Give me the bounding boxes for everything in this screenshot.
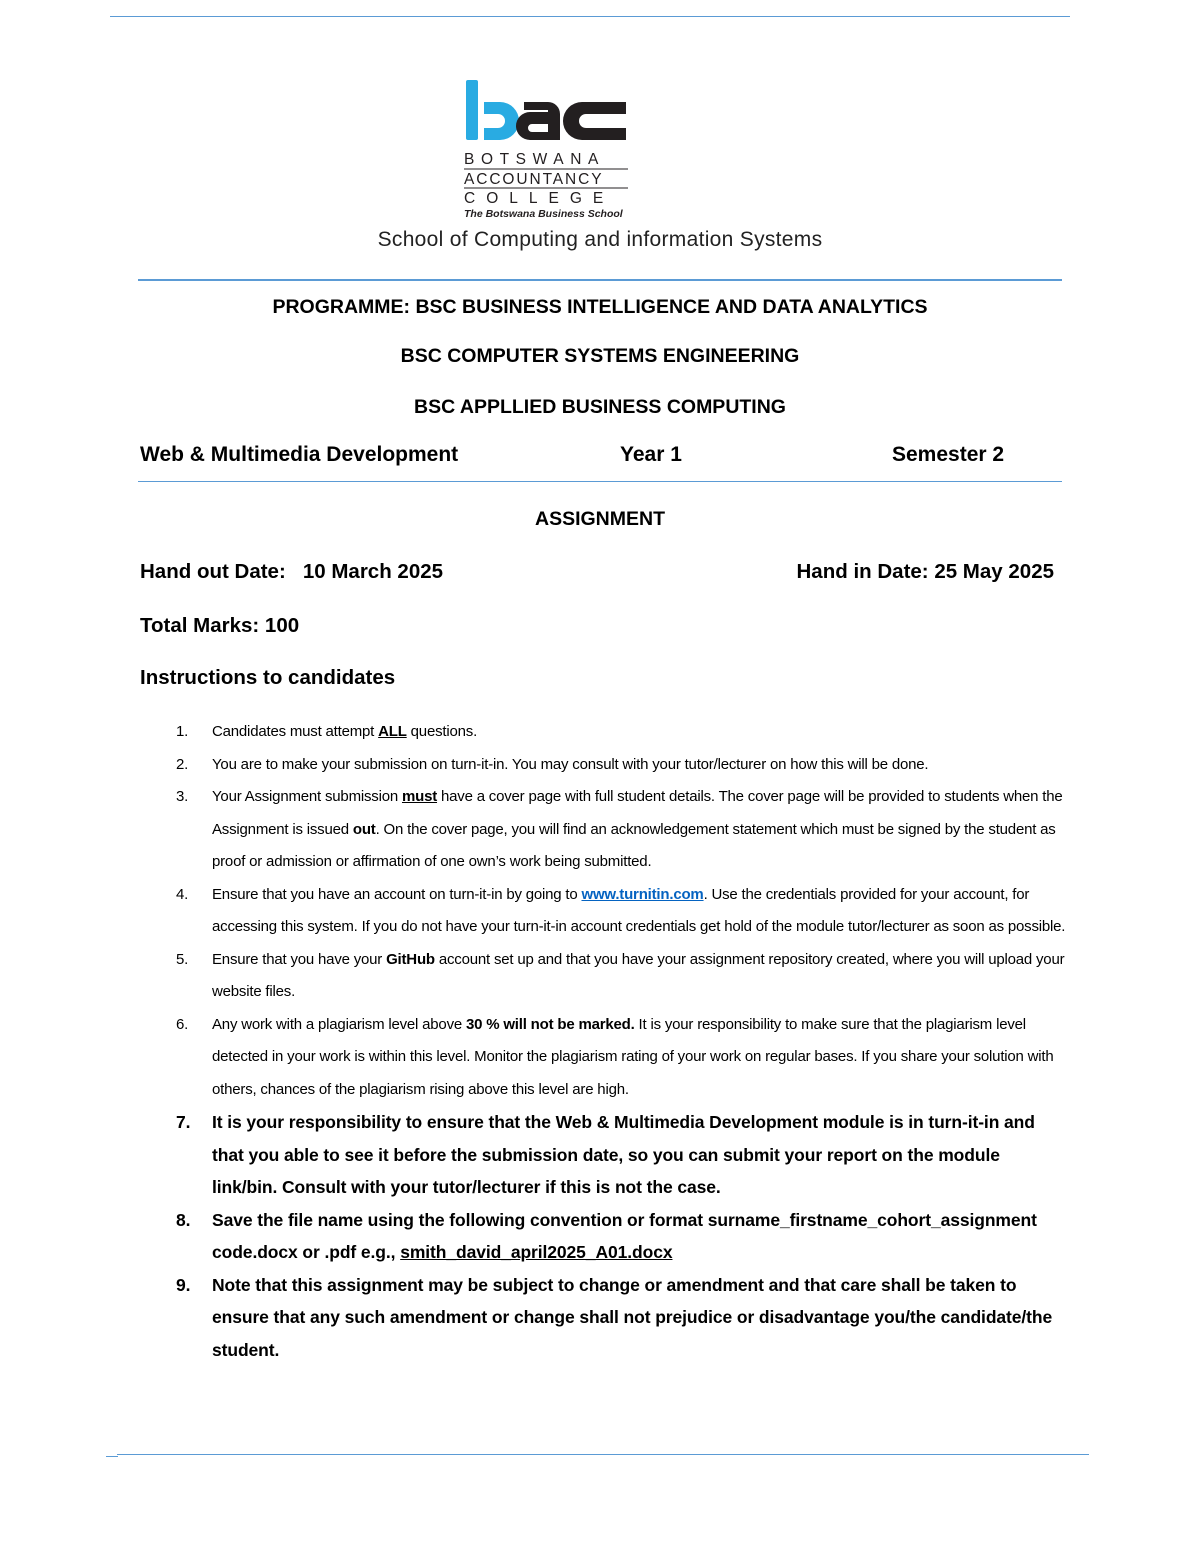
instruction-item: [176, 1106, 1066, 1204]
item-text: Candidates must attempt: [212, 723, 379, 740]
bac-logo-icon: [462, 78, 632, 220]
top-rule: [110, 16, 1070, 17]
item-text: questions.: [406, 723, 478, 740]
turnitin-link[interactable]: www.turnitin.com: [581, 885, 704, 903]
item-text: have a cover page with full student details. The cover page will be provided to students when the Assignment is issued: [212, 788, 1063, 838]
instruction-item: [176, 1204, 1066, 1269]
hand-in-date: Hand in Date: 25 May 2025: [796, 560, 1054, 583]
programme-line-3: BSC APPLLIED BUSINESS COMPUTING: [414, 396, 786, 418]
instruction-item: [176, 1009, 1066, 1107]
module-name: Web & Multimedia Development: [140, 443, 459, 466]
instructions-list: [176, 716, 1066, 1366]
instruction-item: [176, 1269, 1066, 1367]
dates-row: [140, 560, 1054, 590]
item-number: 6.: [176, 1015, 189, 1033]
logo-tagline: The Botswana Business School: [464, 208, 623, 220]
instruction-item: [176, 749, 1066, 782]
emphasis-all: ALL: [378, 723, 407, 740]
item-text: It is your responsibility to ensure that the Web & Multimedia Development module is in turn-it-in and that you able to see it before the submission date, so you can submit your report on the module link/bin. Consult with your tutor/lecturer if this is not the case.: [212, 1112, 1035, 1197]
item-number: 7.: [176, 1112, 191, 1132]
item-text: Ensure that you have your: [212, 950, 387, 968]
item-number: 9.: [176, 1274, 191, 1295]
semester-label: Semester 2: [892, 443, 1005, 466]
logo-text-line1: BOTSWANA: [464, 151, 605, 168]
logo-text-line3: COLLEGE: [464, 190, 615, 207]
hand-out-date: Hand out Date: 10 March 2025: [140, 560, 444, 583]
item-number: 2.: [176, 755, 189, 773]
item-text: Note that this assignment may be subject to change or amendment and that care shall be taken to ensure that any such amendment or change shall not prejudice or disadvantage you/the candidate/the student.: [212, 1274, 1053, 1360]
logo-text-line2: ACCOUNTANCY: [464, 171, 604, 188]
footer-rule: [117, 1454, 1089, 1455]
item-number: 3.: [176, 788, 189, 805]
item-text: It is your responsibility to make sure that the plagiarism level detected in your work is within this level. Monitor the plagiarism rating of your work on regular bases. If you share your solution with others, chances of the plagiarism rising above this level are high.: [212, 1015, 1054, 1098]
programme-line-1: PROGRAMME: BSC BUSINESS INTELLIGENCE AND DATA ANALYTICS: [272, 296, 928, 318]
item-number: 5.: [176, 950, 189, 968]
footer-rule-tick: [106, 1456, 118, 1457]
item-text: . On the cover page, you will find an acknowledgement statement which must be signed by the student as proof or admission or affirmation of one own’s work being submitted.: [212, 820, 1056, 870]
item-number: 8.: [176, 1209, 191, 1230]
emphasis-out: out: [352, 820, 376, 838]
instruction-item: [176, 716, 1066, 749]
emphasis-plagiarism: 30 % will not be marked.: [465, 1015, 635, 1033]
instruction-item: [176, 879, 1066, 944]
item-text: You are to make your submission on turn-it-in. You may consult with your tutor/lecturer on how this will be done.: [212, 755, 929, 773]
item-text: Your Assignment submission: [212, 788, 402, 805]
item-number: 1.: [176, 723, 189, 740]
year-label: Year 1: [620, 443, 682, 466]
emphasis-must: must: [401, 788, 438, 805]
header-rule: [138, 279, 1062, 281]
item-text: . Use the credentials provided for your account, for accessing this system. If you do not have your turn-it-in account credentials get hold of the module tutor/lecturer as soon as possible.: [212, 885, 1066, 935]
college-logo: [462, 78, 632, 220]
filename-example: smith_david_april2025_A01.docx: [400, 1242, 673, 1262]
module-rule: [138, 481, 1062, 482]
instruction-item: [176, 944, 1066, 1009]
programme-line-2: BSC COMPUTER SYSTEMS ENGINEERING: [400, 345, 800, 367]
module-info-row: [140, 443, 1060, 473]
item-text: account set up and that you have your assignment repository created, where you will upload your website files.: [212, 950, 1065, 1000]
emphasis-github: GitHub: [386, 950, 435, 968]
item-text: Ensure that you have an account on turn-it-in by going to: [212, 885, 582, 903]
instruction-item: [176, 781, 1066, 879]
item-text: Any work with a plagiarism level above: [212, 1015, 466, 1033]
item-text: Save the file name using the following convention or format surname_firstname_cohort_assignment code.docx or .pdf e.g.,: [212, 1209, 1037, 1262]
assignment-heading: ASSIGNMENT: [534, 508, 665, 530]
item-number: 4.: [176, 885, 189, 903]
school-name: School of Computing and information Systems: [377, 228, 823, 251]
instructions-heading: Instructions to candidates: [140, 666, 396, 689]
total-marks: Total Marks: 100: [140, 614, 300, 637]
